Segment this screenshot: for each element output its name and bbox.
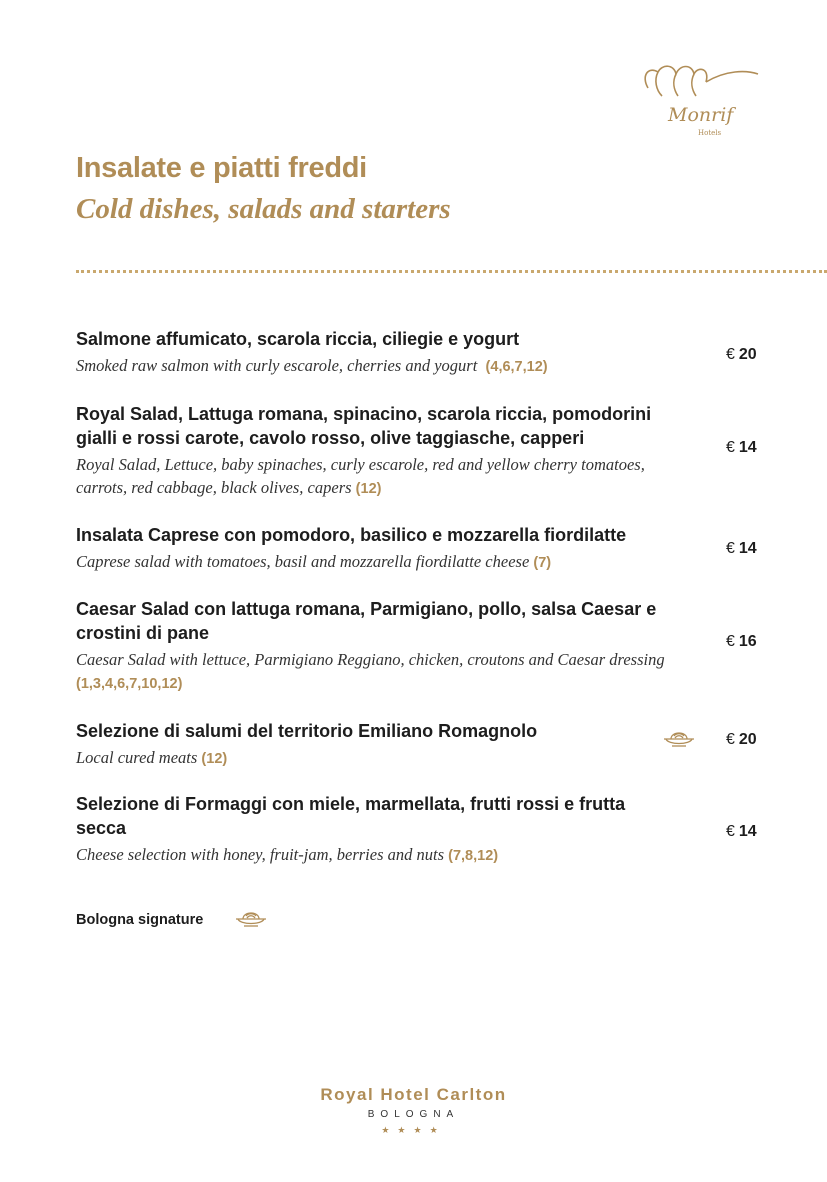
- item-price: € 14: [726, 439, 757, 456]
- item-price: € 14: [726, 823, 757, 840]
- item-name: Royal Salad, Lattuga romana, spinacino, scarola riccia, pomodorini gialli e rossi carote, cavolo rosso, olive taggiasche, capperi: [76, 404, 652, 448]
- item-name: Insalata Caprese con pomodoro, basilico e mozzarella fiordilatte: [76, 525, 627, 545]
- footer-city: BOLOGNA: [367, 1109, 460, 1120]
- item-description: Local cured meats (12): [76, 748, 228, 767]
- signature-legend: [76, 912, 203, 928]
- section-title-italian: Insalate e piatti freddi: [76, 152, 367, 184]
- item-price: € 14: [726, 540, 757, 557]
- item-price: € 20: [726, 731, 757, 748]
- item-price: € 16: [726, 633, 757, 650]
- item-description: Caprese salad with tomatoes, basil and mozzarella fiordilatte cheese (7): [76, 552, 552, 571]
- item-allergens: (1,3,4,6,7,10,12): [76, 676, 183, 692]
- item-allergens: (7): [533, 555, 552, 571]
- pasta-dish-icon: [234, 907, 268, 929]
- item-description: Cheese selection with honey, fruit-jam, berries and nuts (7,8,12): [76, 845, 499, 864]
- dotted-divider: [76, 270, 827, 273]
- item-name: Selezione di Formaggi con miele, marmellata, frutti rossi e frutta secca: [76, 794, 626, 838]
- item-description: Smoked raw salmon with curly escarole, cherries and yogurt (4,6,7,12): [76, 356, 548, 375]
- item-allergens: (4,6,7,12): [485, 359, 548, 375]
- menu-item: [76, 327, 776, 379]
- footer-hotel-name: Royal Hotel Carlton: [320, 1085, 507, 1104]
- menu-item: [76, 792, 776, 868]
- logo-subtitle: Hotels: [698, 129, 722, 137]
- item-allergens: (12): [201, 751, 228, 767]
- footer-stars: ★★★★: [381, 1125, 446, 1135]
- menu-item: [76, 402, 776, 501]
- menu-item: [76, 719, 776, 771]
- item-allergens: (7,8,12): [448, 848, 499, 864]
- logo-wordmark: Monrif: [668, 104, 734, 126]
- item-description: Royal Salad, Lettuce, baby spinaches, curly escarole, red and yellow cherry tomatoes, carrots, red cabbage, black olives, capers (12): [76, 455, 645, 497]
- section-title-english: Cold dishes, salads and starters: [76, 193, 451, 225]
- item-description: Caesar Salad with lettuce, Parmigiano Reggiano, chicken, croutons and Caesar dressing (1,3,4,6,7,10,12): [76, 650, 665, 692]
- item-name: Caesar Salad con lattuga romana, Parmigiano, pollo, salsa Caesar e crostini di pane: [76, 599, 657, 643]
- item-allergens: (12): [355, 481, 382, 497]
- menu-item: [76, 597, 776, 696]
- pasta-dish-icon: [662, 727, 696, 749]
- item-name: Selezione di salumi del territorio Emiliano Romagnolo: [76, 721, 538, 741]
- item-price: € 20: [726, 346, 757, 363]
- item-name: Salmone affumicato, scarola riccia, ciliegie e yogurt: [76, 329, 520, 349]
- legend-label: Bologna signature: [76, 912, 204, 928]
- menu-item: [76, 523, 776, 575]
